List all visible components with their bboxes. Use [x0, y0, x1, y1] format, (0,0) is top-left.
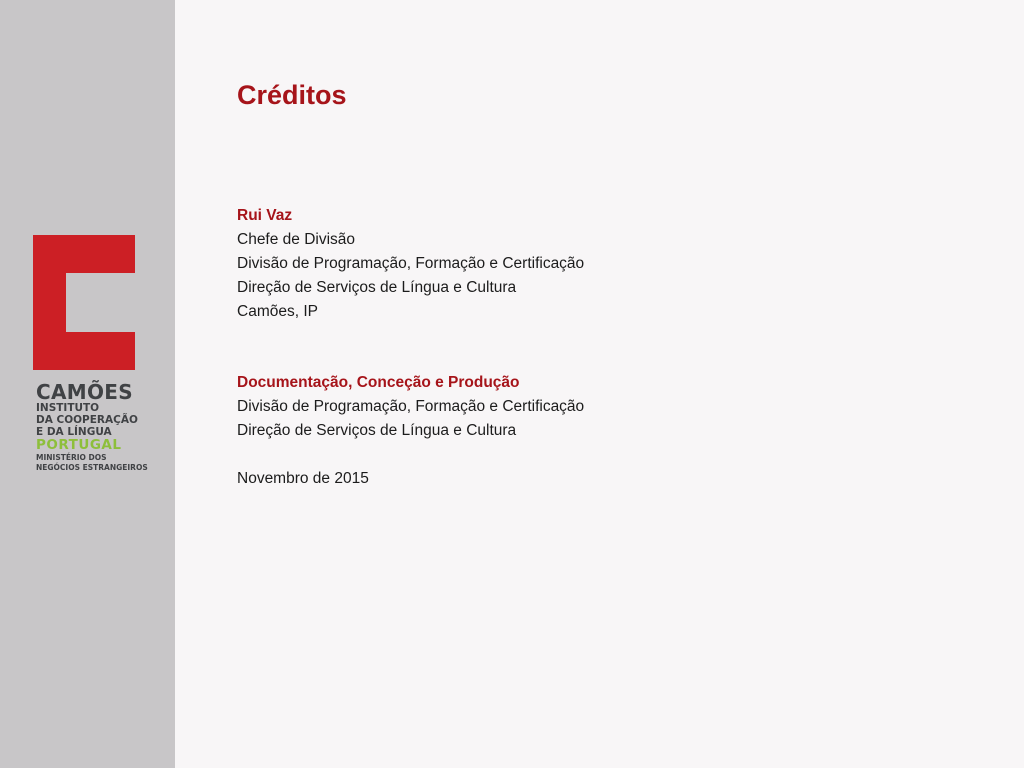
- logo-line-2: DA COOPERAÇÃO: [36, 414, 138, 426]
- logo-line-3: E DA LÍNGUA: [36, 426, 112, 438]
- credit-block-author: [237, 204, 584, 324]
- credit-date: Novembro de 2015: [237, 470, 369, 487]
- credit-line: Divisão de Programação, Formação e Certificação: [237, 255, 585, 272]
- credit-line: Chefe de Divisão: [237, 231, 356, 248]
- credit-heading: Rui Vaz: [237, 207, 293, 224]
- credit-heading: Documentação, Conceção e Produção: [237, 374, 520, 391]
- credit-line: Divisão de Programação, Formação e Certificação: [237, 398, 585, 415]
- logo-ministry-2: NEGÓCIOS ESTRANGEIROS: [36, 462, 148, 472]
- credit-block-production: [237, 371, 584, 443]
- credit-line: Direção de Serviços de Língua e Cultura: [237, 422, 517, 439]
- logo-line-1: INSTITUTO: [36, 402, 100, 414]
- sidebar: [0, 0, 175, 768]
- logo-ministry-1: MINISTÉRIO DOS: [36, 453, 107, 462]
- logo-name: CAMÕES: [36, 380, 133, 404]
- logo-country: PORTUGAL: [36, 437, 122, 453]
- slide-title: Créditos: [237, 80, 347, 110]
- camoes-c-logo-icon: [33, 235, 135, 370]
- credit-line: Direção de Serviços de Língua e Cultura: [237, 279, 517, 296]
- camoes-logo-text: [36, 382, 166, 472]
- credit-date-block: [237, 467, 369, 491]
- credit-line: Camões, IP: [237, 303, 318, 320]
